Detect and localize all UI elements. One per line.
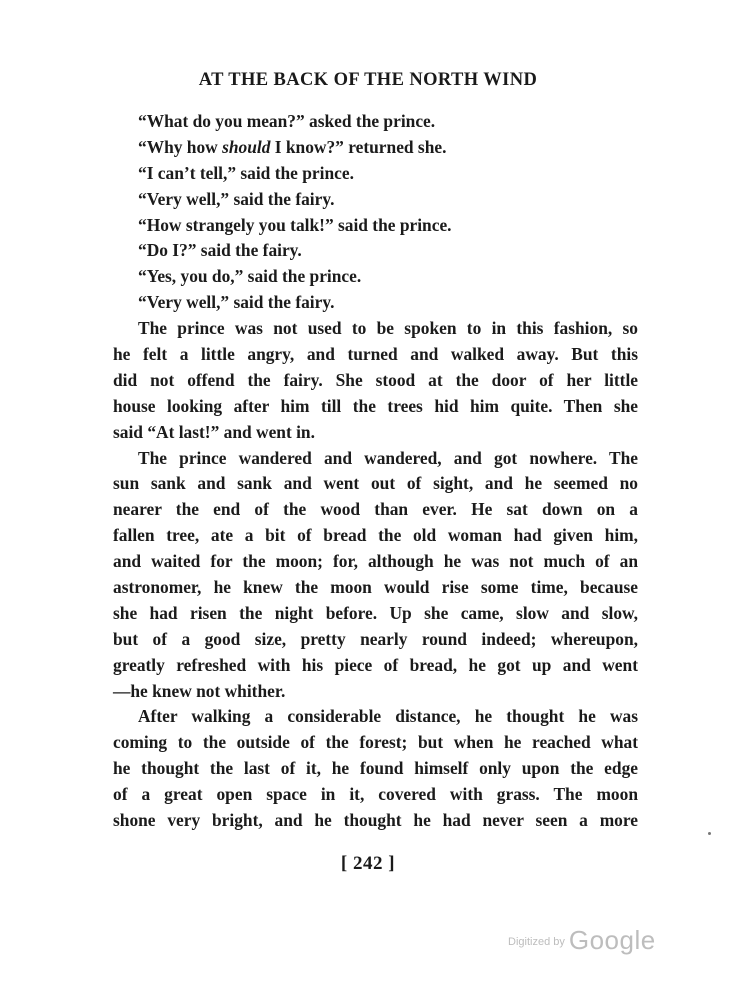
text-line: but of a good size, pretty nearly round indeed; whereupon, bbox=[113, 628, 638, 649]
text-line: and waited for the moon; for, although he was not much of an bbox=[113, 551, 638, 572]
text-line: “Very well,” said the fairy. bbox=[138, 292, 335, 313]
text-line: “What do you mean?” asked the prince. bbox=[138, 111, 436, 131]
text-line: “Why how should I know?” returned she. bbox=[138, 136, 447, 157]
text-line: The prince was not used to be spoken to in this fashion, so bbox=[138, 318, 638, 339]
page-number: [ 242 ] bbox=[340, 853, 396, 874]
text-line: he felt a little angry, and turned and walked away. But this bbox=[113, 344, 638, 365]
text-line: house looking after him till the trees hid him quite. Then she bbox=[113, 395, 638, 416]
running-head: AT THE BACK OF THE NORTH WIND bbox=[198, 70, 538, 90]
text-line: “Do I?” said the fairy. bbox=[138, 240, 302, 261]
text-line: coming to the outside of the forest; but when he reached what bbox=[113, 732, 638, 753]
text-line: nearer the end of the wood than ever. He sat down on a bbox=[113, 499, 638, 520]
text-line: astronomer, he knew the moon would rise some time, because bbox=[113, 577, 638, 598]
text-line: The prince wandered and wandered, and got nowhere. The bbox=[138, 447, 638, 468]
text-line: she had risen the night before. Up she came, slow and slow, bbox=[113, 602, 638, 623]
watermark-prefix: Digitized by bbox=[508, 936, 565, 948]
watermark-brand: Google bbox=[568, 925, 656, 955]
text-line: “Yes, you do,” said the prince. bbox=[138, 266, 362, 287]
text-line: “How strangely you talk!” said the prince. bbox=[138, 214, 452, 235]
digitized-watermark bbox=[508, 925, 656, 956]
text-line: —he knew not whither. bbox=[113, 680, 286, 701]
text-line: shone very bright, and he thought he had never seen a more bbox=[113, 810, 638, 831]
text-line: fallen tree, ate a bit of bread the old woman had given him, bbox=[113, 525, 638, 546]
text-line: did not offend the fairy. She stood at the door of her little bbox=[113, 369, 638, 390]
scan-speck bbox=[708, 832, 711, 835]
text-line: sun sank and sank and went out of sight, and he seemed no bbox=[113, 473, 638, 494]
text-line: of a great open space in it, covered with grass. The moon bbox=[113, 784, 638, 805]
italic-emphasis: should bbox=[222, 136, 271, 157]
text-line: said “At last!” and went in. bbox=[113, 421, 315, 442]
text-line: After walking a considerable distance, he thought he was bbox=[138, 706, 638, 727]
text-line: he thought the last of it, he found himself only upon the edge bbox=[113, 758, 638, 779]
text-line: greatly refreshed with his piece of bread, he got up and went bbox=[113, 654, 638, 675]
text-line: “I can’t tell,” said the prince. bbox=[138, 162, 354, 183]
page-text bbox=[113, 109, 638, 834]
text-line: “Very well,” said the fairy. bbox=[138, 188, 335, 209]
